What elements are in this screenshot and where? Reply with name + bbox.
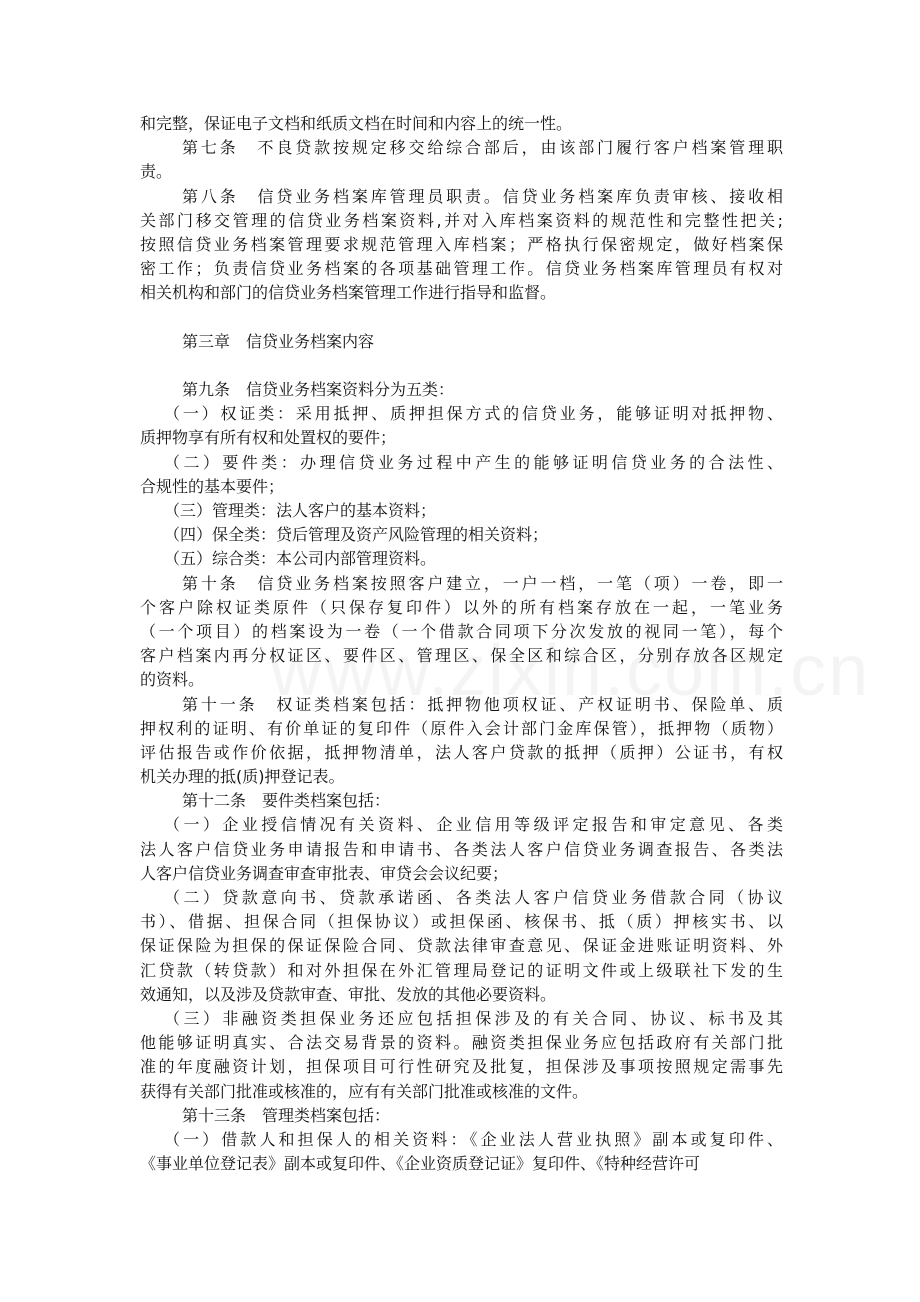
text-line: （三）管理类：法人客户的基本资料； [164, 501, 437, 520]
text-line [140, 306, 783, 330]
blank-line [140, 354, 783, 378]
text-line: （五）综合类：本公司内部管理资料。 [164, 549, 437, 569]
paragraph [140, 813, 783, 886]
text-line: 人客户信贷业务调查审查审批表、审贷会会议纪要； [140, 863, 509, 883]
text-line: 他能够证明真实、合法交易背景的资料。融资类担保业务应包括政府有关部门批 [140, 1033, 783, 1053]
paragraph [140, 789, 783, 813]
text-line: （四）保全类：贷后管理及资产风险管理的相关资料； [164, 525, 549, 545]
text-line: 准的年度融资计划，担保项目可行性研究及批复，担保涉及事项按照规定需事先 [140, 1057, 783, 1077]
text-line [140, 354, 783, 378]
text-line: 第十二条 要件类档案包括： [182, 791, 391, 811]
text-line: 获得有关部门批准或核准的，应有有关部门批准或核准的文件。 [140, 1081, 589, 1101]
text-line: 个客户除权证类原件（只保存复印件）以外的所有档案存放在一起，一笔业务 [140, 597, 783, 617]
text-line: 汇贷款（转贷款）和对外担保在外汇管理局登记的证明文件或上级联社下发的生 [140, 960, 783, 980]
text-line: 法人客户信贷业务申请报告和申请书、各类法人客户信贷业务调查报告、各类法 [140, 839, 783, 859]
text-line: 第十一条 权证类档案包括：抵押物他项权证、产权证明书、保险单、质 [182, 694, 783, 714]
paragraph [140, 499, 783, 523]
text-line: 押权利的证明、有价单证的复印件（原件入会计部门金库保管），抵押物（质物） [140, 718, 783, 738]
paragraph [140, 547, 783, 571]
text-line: 《事业单位登记表》副本或复印件、《企业资质登记证》复印件、《特种经营许可 [140, 1154, 701, 1174]
text-line: 和完整，保证电子文档和纸质文档在时间和内容上的统一性。 [140, 114, 573, 133]
text-line: 相关机构和部门的信贷业务档案管理工作进行指导和监督。 [140, 283, 557, 303]
text-line: 客户档案内再分权证区、要件区、管理区、保全区和综合区，分别存放各区规定 [140, 646, 783, 666]
paragraph [140, 185, 783, 306]
text-line: （二）要件类：办理信贷业务过程中产生的能够证明信贷业务的合法性、 [164, 452, 783, 472]
paragraph [140, 1104, 783, 1128]
text-line: （三）非融资类担保业务还应包括担保涉及的有关合同、协议、标书及其 [164, 1008, 783, 1028]
text-line: 的资料。 [140, 670, 205, 690]
text-line: 按照信贷业务档案管理要求规范管理入库档案；严格执行保密规定，做好档案保 [140, 234, 783, 254]
paragraph [140, 886, 783, 1007]
text-line: 质押物享有所有权和处置权的要件； [140, 428, 397, 448]
text-line: 机关办理的抵(质)押登记表。 [140, 767, 345, 787]
text-line: 评估报告或作价依据，抵押物清单，法人客户贷款的抵押（质押）公证书，有权 [140, 742, 783, 762]
text-line: 第七条 不良贷款按规定移交给综合部后，由该部门履行客户档案管理职 [182, 138, 783, 158]
text-line: 第九条 信贷业务档案资料分为五类： [182, 380, 455, 400]
text-line: （一）权证类：采用抵押、质押担保方式的信贷业务，能够证明对抵押物、 [164, 404, 783, 424]
text-line: 关部门移交管理的信贷业务档案资料,并对入库档案资料的规范性和完整性把关; [140, 210, 783, 230]
paragraph [140, 523, 783, 547]
text-line: 保证保险为担保的保证保险合同、贷款法律审查意见、保证金进账证明资料、外 [140, 936, 783, 956]
text-line: 密工作；负责信贷业务档案的各项基础管理工作。信贷业务档案库管理员有权对 [140, 259, 783, 279]
text-line: 责。 [140, 162, 173, 182]
text-line: （二）贷款意向书、贷款承诺函、各类法人客户信贷业务借款合同（协议 [164, 888, 783, 907]
paragraph [140, 693, 783, 790]
text-line: 第八条 信贷业务档案库管理员职责。信贷业务档案库负责审核、接收相 [182, 186, 783, 206]
text-line: （一个项目）的档案设为一卷（一个借款合同项下分次发放的视同一笔），每个 [140, 621, 783, 641]
text-line: 第十三条 管理类档案包括： [182, 1105, 391, 1125]
text-line: 合规性的基本要件； [140, 476, 285, 496]
text-line: 效通知，以及涉及贷款审查、审批、发放的其他必要资料。 [140, 984, 557, 1004]
text-line: （一）企业授信情况有关资料、企业信用等级评定报告和审定意见、各类 [164, 815, 783, 835]
paragraph [140, 136, 783, 184]
text-line: 书）、借据、担保合同（担保协议）或担保函、核保书、抵（质）押核实书、以 [140, 912, 783, 932]
paragraph [140, 572, 783, 693]
blank-line [140, 306, 783, 330]
paragraph [140, 402, 783, 450]
paragraph [140, 378, 783, 402]
text-line: （一）借款人和担保人的相关资料：《企业法人营业执照》副本或复印件、 [164, 1129, 783, 1149]
chapter-heading [140, 330, 783, 354]
paragraph [140, 1007, 783, 1104]
text-line: 第三章 信贷业务档案内容 [182, 331, 375, 351]
document-body [140, 112, 783, 1176]
text-line: 第十条 信贷业务档案按照客户建立，一户一档，一笔（项）一卷，即一 [182, 573, 783, 593]
paragraph [140, 1128, 783, 1176]
paragraph [140, 112, 783, 136]
paragraph [140, 451, 783, 499]
